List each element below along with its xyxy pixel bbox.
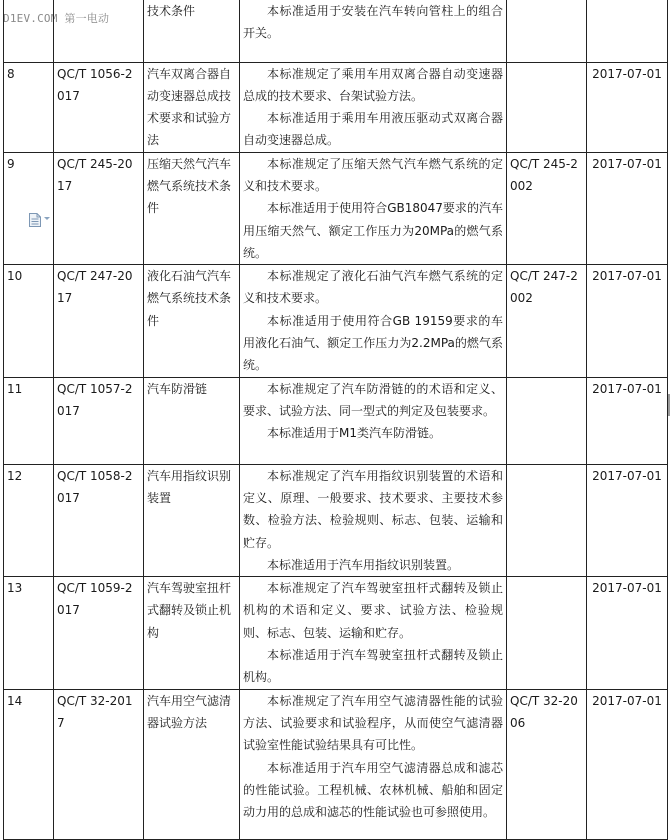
standard-code: QC/T 1059-2017 [54, 577, 144, 689]
scope-paragraph: 本标准适用于汽车驾驶室扭杆式翻转及锁止机构。 [243, 648, 503, 685]
scope-paragraph: 本标准规定了乘用车用双离合器自动变速器总成的技术要求、台架试验方法。 [243, 66, 503, 103]
scope-paragraph: 本标准规定了汽车防滑链的的术语和定义、要求、试验方法、同一型式的判定及包装要求。 [243, 381, 503, 418]
standard-name: 汽车用指纹识别装置 [144, 464, 240, 576]
standard-scope [240, 62, 507, 152]
row-number: 14 [4, 689, 54, 839]
effective-date [587, 0, 668, 62]
effective-date: 2017-07-01 [587, 265, 668, 377]
scope-paragraph: 本标准适用于汽车用指纹识别装置。 [267, 557, 460, 572]
site-watermark: D1EV.COM 第一电动 [3, 12, 110, 25]
replaced-standard: QC/T 247-2002 [507, 265, 587, 377]
standard-scope [240, 152, 507, 264]
standard-name: 汽车驾驶室扭杆式翻转及锁止机构 [144, 577, 240, 689]
effective-date: 2017-07-01 [587, 62, 668, 152]
row-number: 11 [4, 377, 54, 464]
table-row [4, 0, 668, 62]
effective-date: 2017-07-01 [587, 689, 668, 839]
replaced-standard [507, 62, 587, 152]
standard-code: QC/T 1057-2017 [54, 377, 144, 464]
standards-table [3, 0, 668, 840]
standard-name: 汽车防滑链 [144, 377, 240, 464]
scope-paragraph: 本标准规定了汽车用指纹识别装置的术语和定义、原理、一般要求、技术要求、主要技术参数、检验方法、检验规则、标志、包装、运输和贮存。 [243, 468, 503, 550]
effective-date: 2017-07-01 [587, 152, 668, 264]
effective-date: 2017-07-01 [587, 577, 668, 689]
replaced-standard: QC/T 245-2002 [507, 152, 587, 264]
scope-paragraph: 本标准适用于乘用车用液压驱动式双离合器自动变速器总成。 [243, 111, 503, 148]
effective-date: 2017-07-01 [587, 377, 668, 464]
row-number: 13 [4, 577, 54, 689]
standard-scope [240, 689, 507, 839]
standard-code: QC/T 245-2017 [54, 152, 144, 264]
standard-name: 汽车用空气滤清器试验方法 [144, 689, 240, 839]
row-number [4, 0, 54, 62]
table-row [4, 377, 668, 464]
row-number: 10 [4, 265, 54, 377]
row-number: 9 [4, 152, 54, 264]
table-row [4, 464, 668, 576]
scope-paragraph: 本标准适用于汽车用空气滤清器总成和滤芯的性能试验。工程机械、农林机械、船舶和固定动力用的总成和滤芯的性能试验也可参照使用。 [243, 760, 503, 820]
replaced-standard [507, 377, 587, 464]
replaced-standard: QC/T 32-2006 [507, 689, 587, 839]
standard-code [54, 0, 144, 62]
standard-scope [240, 0, 507, 62]
standard-code: QC/T 1056-2017 [54, 62, 144, 152]
row-number: 8 [4, 62, 54, 152]
standard-code: QC/T 1058-2017 [54, 464, 144, 576]
standard-code: QC/T 247-2017 [54, 265, 144, 377]
table-row [4, 577, 668, 689]
table-row [4, 265, 668, 377]
standard-name: 压缩天然气汽车燃气系统技术条件 [144, 152, 240, 264]
standard-scope [240, 577, 507, 689]
standard-scope [240, 265, 507, 377]
scope-paragraph: 本标准规定了汽车用空气滤清器性能的试验方法、试验要求和试验程序，从而使空气滤清器试验室性能试验结果具有可比性。 [243, 693, 503, 753]
scope-paragraph: 本标准规定了液化石油气汽车燃气系统的定义和技术要求。 [243, 269, 503, 306]
effective-date: 2017-07-01 [587, 464, 668, 576]
replaced-standard [507, 0, 587, 62]
scope-paragraph: 本标准适用于使用符合GB 19159要求的车用液化石油气、额定工作压力为2.2MPa的燃气系统。 [243, 313, 503, 373]
standard-name: 液化石油气汽车燃气系统技术条件 [144, 265, 240, 377]
scope-paragraph: 本标准规定了汽车驾驶室扭杆式翻转及锁止机构的术语和定义、要求、试验方法、检验规则、标志、包装、运输和贮存。 [243, 581, 503, 640]
scope-paragraph: 本标准适用于使用符合GB18047要求的汽车用压缩天然气、额定工作压力为20MPa的燃气系统。 [243, 201, 503, 260]
replaced-standard [507, 464, 587, 576]
row-number: 12 [4, 464, 54, 576]
table-row [4, 62, 668, 152]
scope-paragraph: 本标准规定了压缩天然气汽车燃气系统的定义和技术要求。 [243, 156, 503, 193]
scope-paragraph: 本标准适用于安装在汽车转向管柱上的组合开关。 [243, 4, 503, 41]
scope-paragraph: 本标准适用于M1类汽车防滑链。 [267, 426, 441, 441]
standard-name: 技术条件 [144, 0, 240, 62]
standard-scope [240, 377, 507, 464]
standard-code: QC/T 32-2017 [54, 689, 144, 839]
table-row [4, 689, 668, 839]
standard-scope [240, 464, 507, 576]
standard-name: 汽车双离合器自动变速器总成技术要求和试验方法 [144, 62, 240, 152]
table-row [4, 152, 668, 264]
replaced-standard [507, 577, 587, 689]
